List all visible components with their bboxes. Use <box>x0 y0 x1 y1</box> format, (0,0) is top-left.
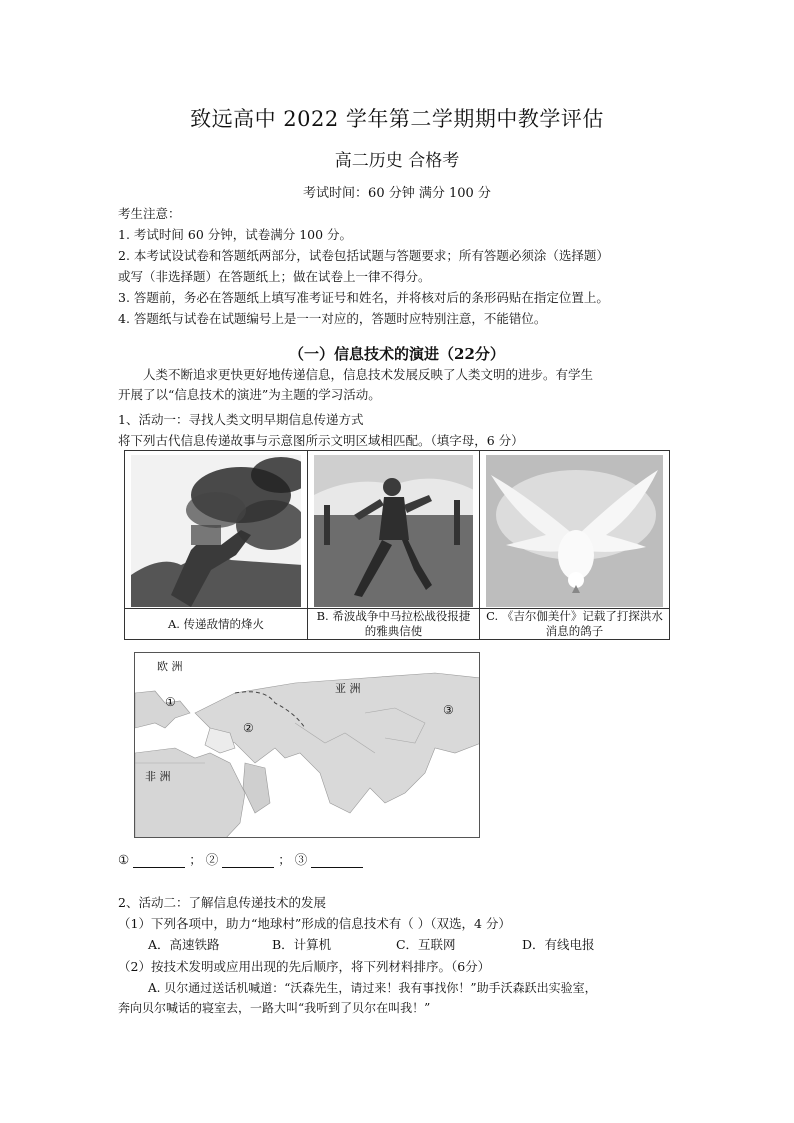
answer-blank-1[interactable] <box>133 852 185 868</box>
note-item: 1. 考试时间 60 分钟，试卷满分 100 分。 <box>118 227 353 242</box>
question-2-title: 2、活动二：了解信息传递技术的发展 <box>118 895 326 910</box>
civilization-map <box>134 652 480 838</box>
intro-line: 人类不断追求更快更好地传递信息，信息技术发展反映了人类文明的进步。有学生 <box>143 367 594 382</box>
image-cell-c <box>480 451 669 639</box>
athenian-runner-image <box>314 455 473 607</box>
question-2-sub1: （1）下列各项中，助力“地球村”形成的信息技术有（ ）（双选，4 分） <box>118 916 511 931</box>
section-intro <box>118 365 688 405</box>
map-marker-1: ① <box>165 695 176 709</box>
note-item: 2. 本考试设试卷和答题纸两部分，试卷包括试题与答题要求；所有答题必须涂（选择题） <box>118 248 609 263</box>
caption-b: B. 希波战争中马拉松战役报捷的雅典信使 <box>308 608 479 639</box>
map-marker-3: ③ <box>443 703 454 717</box>
blank-label-3: ③ <box>294 852 308 867</box>
caption-c: C. 《吉尔伽美什》记载了打探洪水消息的鸽子 <box>480 608 669 639</box>
image-cell-a <box>125 451 308 639</box>
exam-title: 致远高中 2022 学年第二学期期中教学评估 <box>190 107 604 131</box>
question-1-instruction: 将下列古代信息传递故事与示意图所示文明区域相匹配。（填字母，6 分） <box>118 433 524 448</box>
option-c[interactable]: C．互联网 <box>395 937 456 952</box>
option-b[interactable]: B．计算机 <box>271 937 332 952</box>
answer-blank-2[interactable] <box>222 852 274 868</box>
exam-notes <box>118 203 678 329</box>
material-a-line-2: 奔向贝尔喊话的寝室去，一路大叫“我听到了贝尔在叫我！” <box>118 1001 431 1015</box>
label-asia: 亚 洲 <box>335 682 361 695</box>
separator: ； <box>278 852 291 867</box>
question-2-options <box>148 935 594 953</box>
intro-line: 开展了以“信息技术的演进”为主题的学习活动。 <box>118 387 381 402</box>
note-item: 4. 答题纸与试卷在试题编号上是一一对应的，答题时应特别注意，不能错位。 <box>118 311 547 326</box>
option-d[interactable]: D．有线电报 <box>521 937 595 952</box>
question-2-sub2: （2）按技术发明或应用出现的先后顺序，将下列材料排序。（6分） <box>118 959 491 974</box>
map-marker-2: ② <box>243 721 254 735</box>
question-1-title: 1、活动一：寻找人类文明早期信息传递方式 <box>118 412 364 427</box>
image-cell-b <box>308 451 480 639</box>
dove-image <box>486 455 663 607</box>
notes-heading: 考生注意： <box>118 206 181 221</box>
note-item: 3. 答题前，务必在答题纸上填写准考证号和姓名，并将核对后的条形码贴在指定位置上。 <box>118 290 609 305</box>
separator: ； <box>189 852 202 867</box>
label-africa: 非 洲 <box>145 770 171 783</box>
blank-label-1: ① <box>118 852 130 867</box>
image-table <box>124 450 670 640</box>
answer-blanks <box>118 850 367 868</box>
option-a[interactable]: A．高速铁路 <box>148 937 220 952</box>
blank-label-2: ② <box>205 852 219 867</box>
note-item: 或写（非选择题）在答题纸上；做在试卷上一律不得分。 <box>118 269 431 284</box>
section-title: （一）信息技术的演进（22分） <box>289 345 505 363</box>
answer-blank-3[interactable] <box>311 852 363 868</box>
exam-subtitle: 高二历史 合格考 <box>334 151 460 171</box>
great-wall-beacon-image <box>131 455 301 607</box>
label-europe: 欧 洲 <box>157 660 183 673</box>
caption-a: A. 传递敌情的烽火 <box>125 608 307 639</box>
material-a-line-1: A. 贝尔通过送话机喊道：“沃森先生，请过来！我有事找你！”助手沃森跃出实验室， <box>148 981 597 995</box>
exam-timing: 考试时间：60 分钟 满分 100 分 <box>303 186 491 201</box>
